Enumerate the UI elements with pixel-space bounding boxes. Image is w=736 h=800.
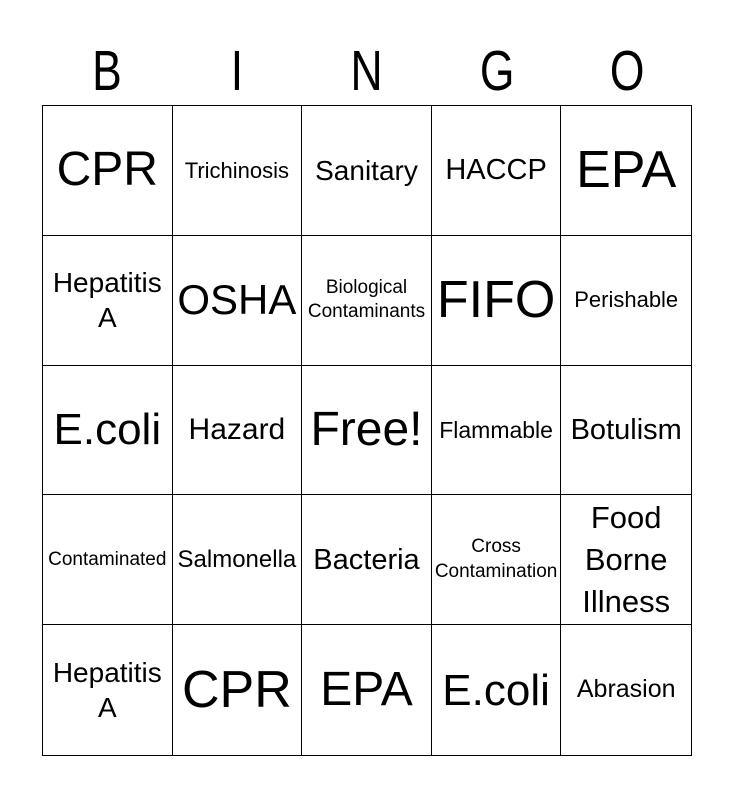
free-cell[interactable]: Free! — [302, 366, 432, 496]
bingo-cell[interactable]: Hepatitis A — [43, 236, 173, 366]
bingo-cell[interactable]: Sanitary — [302, 106, 432, 236]
bingo-letter-g: G — [479, 38, 515, 103]
bingo-cell[interactable]: Contaminated — [43, 495, 173, 625]
bingo-letter-slot — [42, 34, 172, 103]
bingo-cell[interactable]: Perishable — [561, 236, 691, 366]
bingo-header — [42, 34, 692, 103]
bingo-cell[interactable]: HACCP — [432, 106, 562, 236]
bingo-cell[interactable]: FIFO — [432, 236, 562, 366]
bingo-cell[interactable]: Food Borne Illness — [561, 495, 691, 625]
bingo-cell[interactable]: E.coli — [43, 366, 173, 496]
bingo-cell[interactable]: OSHA — [173, 236, 303, 366]
bingo-cell[interactable]: Flammable — [432, 366, 562, 496]
bingo-cell[interactable]: E.coli — [432, 625, 562, 755]
bingo-letter-slot — [562, 34, 692, 103]
bingo-letter-o: O — [609, 38, 645, 103]
bingo-cell[interactable]: Trichinosis — [173, 106, 303, 236]
bingo-cell[interactable]: CPR — [173, 625, 303, 755]
bingo-letter-b: B — [92, 38, 122, 103]
bingo-cell[interactable]: Hepatitis A — [43, 625, 173, 755]
bingo-letter-i: I — [230, 38, 244, 103]
bingo-cell[interactable]: Abrasion — [576, 675, 676, 704]
bingo-cell[interactable]: Hazard — [173, 366, 303, 496]
bingo-letter-slot — [432, 34, 562, 103]
bingo-cell[interactable]: Bacteria — [302, 495, 432, 625]
bingo-letter-slot — [172, 34, 302, 103]
bingo-cell[interactable]: EPA — [302, 625, 432, 755]
bingo-cell[interactable]: EPA — [561, 106, 691, 236]
bingo-letter-n: N — [350, 38, 384, 103]
bingo-cell[interactable]: CPR — [43, 106, 173, 236]
bingo-letter-slot — [302, 34, 432, 103]
bingo-cell[interactable]: Biological Contaminants — [302, 236, 432, 366]
bingo-grid — [42, 105, 692, 756]
bingo-cell[interactable]: Botulism — [561, 366, 691, 496]
bingo-cell[interactable]: Cross Contamination — [432, 495, 562, 625]
bingo-cell[interactable]: Salmonella — [173, 495, 303, 625]
